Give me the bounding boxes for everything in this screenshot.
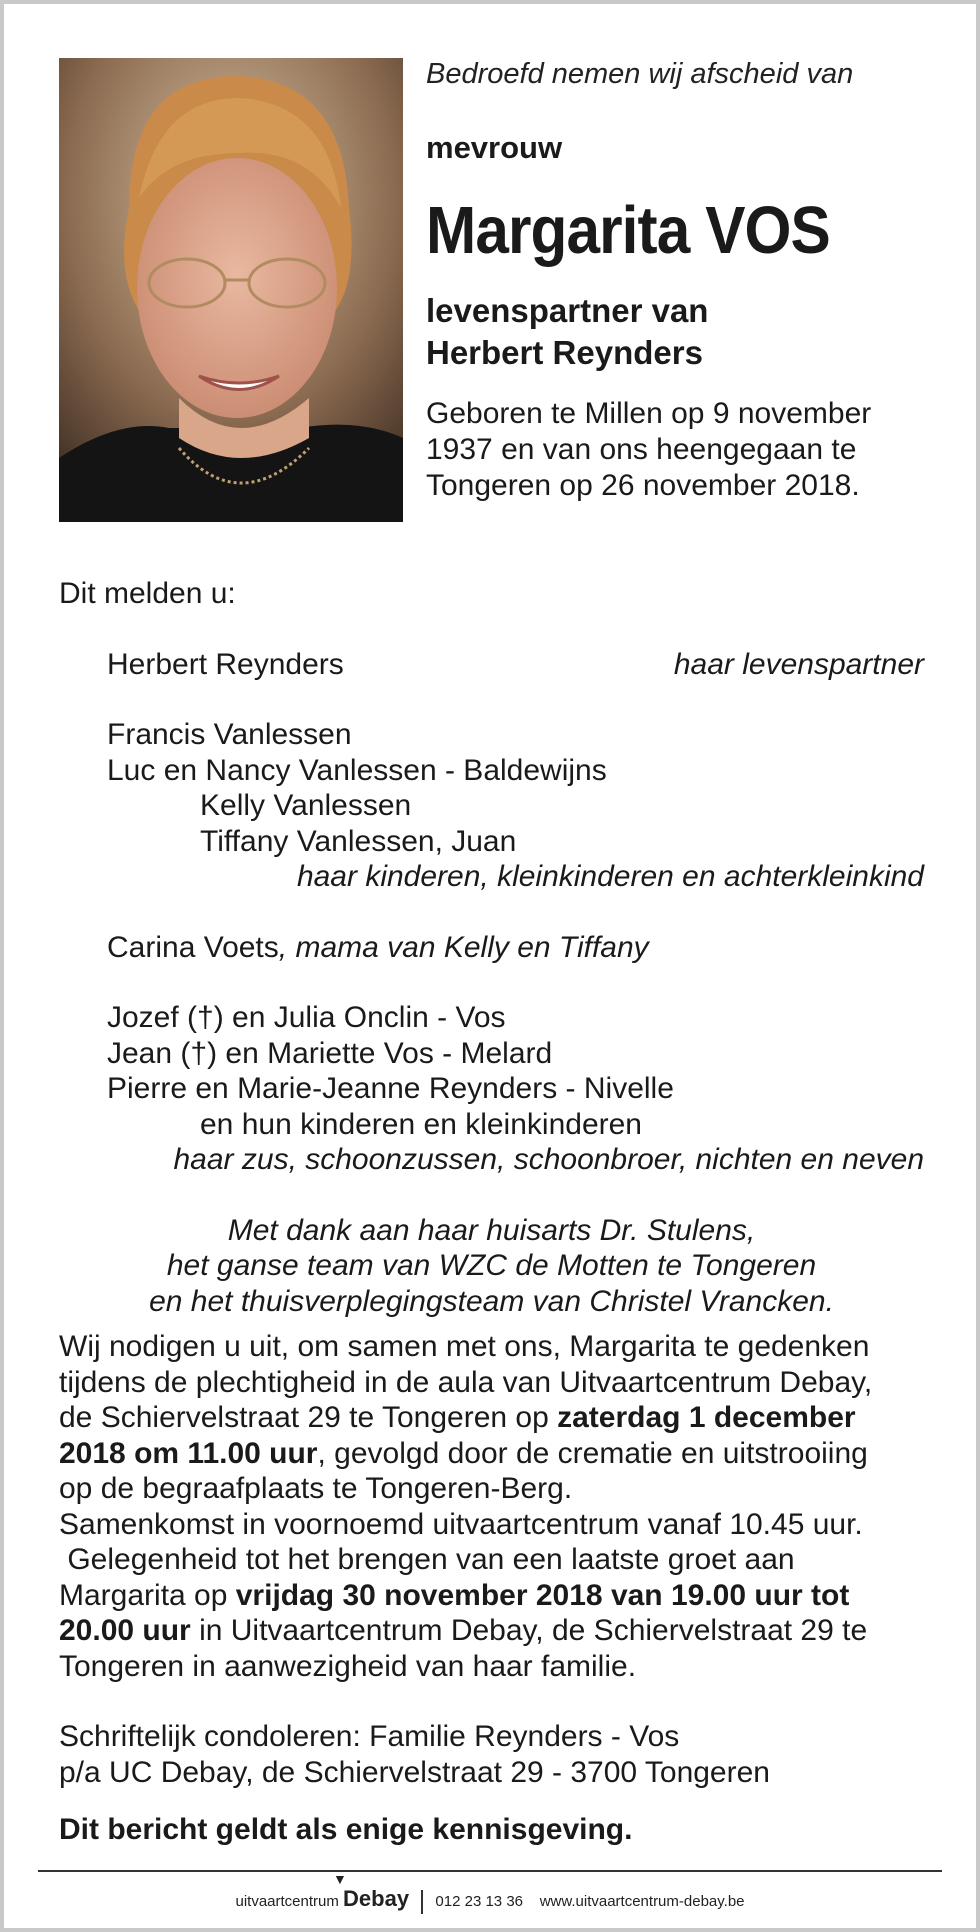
thanks-line: Met dank aan haar huisarts Dr. Stulens, — [227, 1213, 756, 1247]
brand-logo — [333, 1871, 410, 1911]
deceased-name: Margarita VOS — [426, 193, 830, 268]
triangle-icon: ▼ — [333, 1871, 347, 1887]
family-name: Francis Vanlessen — [107, 718, 352, 751]
ceremony-text: Margarita op — [59, 1578, 236, 1612]
thanks-line: het ganse team van WZC de Motten te Tongeren — [166, 1249, 817, 1282]
family-name: Jozef (†) en Julia Onclin - Vos — [107, 1001, 506, 1034]
ceremony-line: op de begraafplaats te Tongeren-Berg. — [59, 1472, 573, 1505]
ceremony-time: 2018 om 11.00 uur — [59, 1436, 318, 1470]
partner-line-1: levenspartner van — [426, 292, 709, 329]
family-row-carina — [59, 930, 924, 966]
partner-heading — [426, 290, 946, 374]
family-name: Pierre en Marie-Jeanne Reynders - Nivelle — [107, 1072, 674, 1105]
family-name: en hun kinderen en kleinkinderen — [200, 1107, 642, 1141]
family-name: Jean (†) en Mariette Vos - Melard — [107, 1036, 553, 1070]
ceremony-line — [59, 1436, 924, 1472]
condolence-line: p/a UC Debay, de Schiervelstraat 29 - 3700 Tongeren — [59, 1755, 770, 1789]
obituary-card — [4, 4, 976, 1928]
family-relation: , mama van Kelly en Tiffany — [278, 930, 649, 964]
footer-divider — [38, 1870, 942, 1872]
born-line: 1937 en van ons heengegaan te — [426, 433, 857, 466]
ceremony-line: Samenkomst in voornoemd uitvaartcentrum vanaf 10.45 uur. — [59, 1507, 863, 1541]
ceremony-line: Tongeren in aanwezigheid van haar familie. — [59, 1649, 637, 1683]
footer-separator — [421, 1890, 423, 1914]
visitation-time: 20.00 uur — [59, 1614, 191, 1647]
born-line: Geboren te Millen op 9 november — [426, 397, 872, 430]
family-name: Kelly Vanlessen — [200, 789, 412, 822]
ceremony-line: Gelegenheid tot het brengen van een laatste groet aan — [59, 1543, 795, 1576]
ceremony-line — [59, 1578, 924, 1614]
ceremony-line: Wij nodigen u uit, om samen met ons, Margarita te gedenken — [59, 1330, 870, 1363]
obituary-body — [59, 576, 924, 1848]
family-name: Carina Voets — [107, 930, 279, 964]
ceremony-line — [59, 1400, 924, 1436]
family-relation: haar kinderen, kleinkinderen en achterkleinkind — [296, 860, 924, 893]
visitation-date: vrijdag 30 november 2018 van 19.00 uur tot — [235, 1578, 850, 1612]
intro-text: Bedroefd nemen wij afscheid van — [426, 58, 854, 90]
thanks-line: en het thuisverplegingsteam van Christel Vrancken. — [149, 1284, 834, 1318]
brand-large: Debay — [343, 1886, 410, 1911]
ceremony-text: de Schiervelstraat 29 te Tongeren op — [59, 1401, 558, 1434]
family-name: Herbert Reynders — [107, 647, 344, 681]
ceremony-line: tijdens de plechtigheid in de aula van Uitvaartcentrum Debay, — [59, 1365, 873, 1399]
honorific: mevrouw — [426, 130, 563, 165]
ceremony-text: in Uitvaartcentrum Debay, de Schiervelstraat 29 te — [190, 1614, 868, 1647]
brand-small: uitvaartcentrum — [235, 1893, 339, 1910]
footer-website[interactable]: www.uitvaartcentrum-debay.be — [539, 1893, 745, 1910]
family-relation: haar levenspartner — [673, 647, 924, 681]
family-name: Tiffany Vanlessen, Juan — [200, 824, 517, 858]
footer — [4, 1871, 976, 1914]
condolence-line: Schriftelijk condoleren: Familie Reynders - Vos — [59, 1720, 680, 1753]
final-notice: Dit bericht geldt als enige kennisgeving. — [59, 1813, 633, 1846]
header-block — [426, 54, 946, 504]
ceremony-text: , gevolgd door de crematie en uitstrooiing — [317, 1436, 868, 1470]
family-name: Luc en Nancy Vanlessen - Baldewijns — [107, 753, 607, 787]
announce-text: Dit melden u: — [59, 577, 236, 610]
ceremony-date: zaterdag 1 december — [557, 1401, 856, 1434]
family-relation: haar zus, schoonzussen, schoonbroer, nichten en neven — [173, 1143, 924, 1176]
partner-line-2: Herbert Reynders — [426, 334, 703, 371]
birth-death-text — [426, 396, 946, 504]
ceremony-line — [59, 1613, 924, 1649]
portrait-photo — [59, 58, 403, 522]
footer-phone: 012 23 13 36 — [435, 1893, 524, 1910]
family-row-partner — [59, 647, 924, 683]
born-line: Tongeren op 26 november 2018. — [426, 469, 860, 502]
